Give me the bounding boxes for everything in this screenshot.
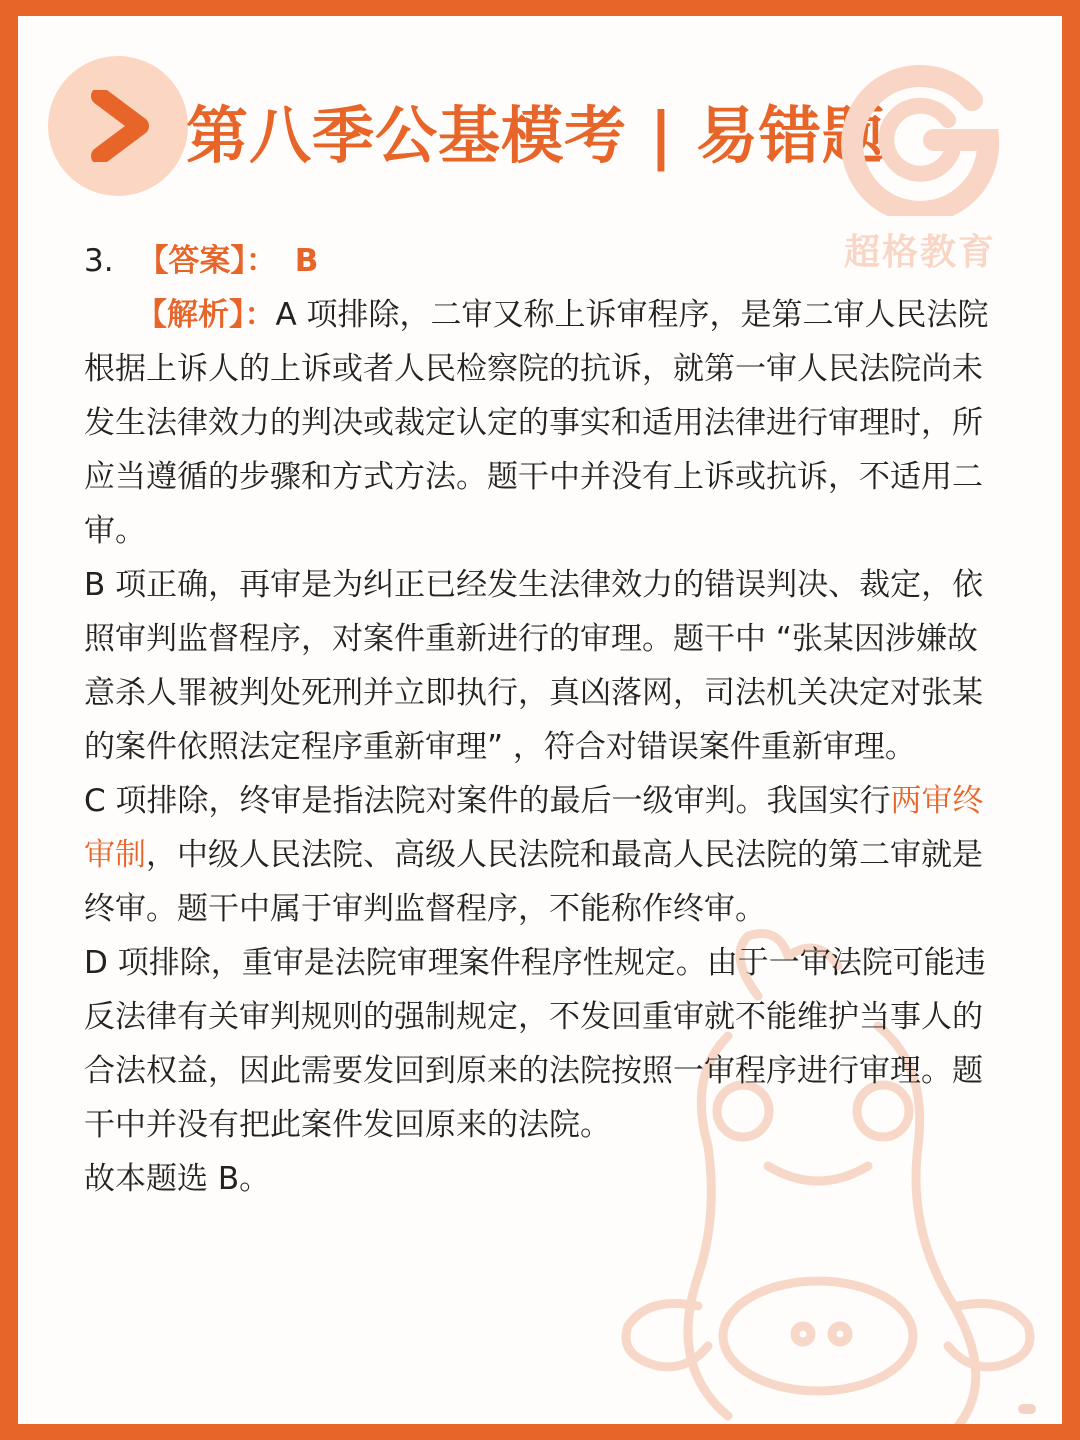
option-c-text-start: C 项排除，终审是指法院对案件的最后一级审判。我国实行 [84,783,891,819]
option-c-text-end: ，中级人民法院、高级人民法院和最高人民法院的第二审就是终审。题干中属于审判监督程序，不能称作终审。 [84,837,983,927]
option-d-text: D 项排除，重审是法院审理案件程序性规定。由于一审法院可能违反法律有关审判规则的强制规定，不发回重审就不能维护当事人的合法权益，因此需要发回到原来的法院按照一审程序进行审理。题干中并没有把此案件发回原来的法院。 [84,945,986,1143]
question-content [84,234,998,1206]
option-a-text: A 项排除，二审又称上诉审程序，是第二审人民法院根据上诉人的上诉或者人民检察院的抗诉，就第一审人民法院尚未发生法律效力的判决或裁定认定的事实和适用法律进行审理时，所应当遵循的步骤和方式方法。题干中并没有上诉或抗诉，不适用二审。 [84,297,989,549]
document-card [18,16,1062,1424]
brand-logo-text: 超格教育 [843,232,996,273]
answer-line [84,234,998,288]
option-b-text: B 项正确，再审是为纠正已经发生法律效力的错误判决、裁定，依照审判监督程序，对案件重新进行的审理。题干中 “张某因涉嫌故意杀人罪被判处死刑并立即执行，真凶落网，司法机关决定对张某的案件依照法定程序重新审理” ，符合对错误案件重新审理。 [84,567,984,765]
analysis-paragraph-a [84,288,998,558]
conclusion-text: 故本题选 B。 [84,1161,271,1197]
brand-g-logo-icon [840,56,1000,216]
answer-value: B [294,243,319,279]
highlight-term: 两审终审制 [84,783,984,873]
page-title: 第八季公基模考 | 易错题 [186,99,885,172]
chevron-right-icon [90,90,154,162]
option-c-paragraph [84,774,998,936]
analysis-label: 【解析】： [136,297,276,333]
question-number: 3. [84,243,114,279]
corner-mark [1018,1404,1036,1414]
answer-label: 【答案】： [137,243,277,279]
